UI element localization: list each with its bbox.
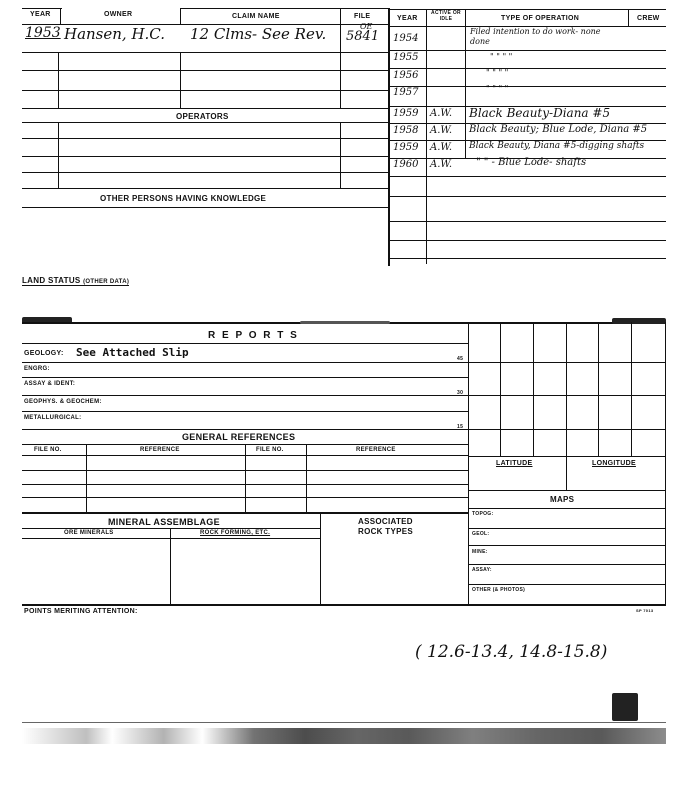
file-no-header-2: FILE NO.: [256, 447, 284, 453]
assay-label: ASSAY & IDENT:: [24, 381, 76, 387]
op-year-5: 1959: [393, 108, 419, 119]
land-status-title: LAND STATUS: [22, 276, 81, 285]
owner-header: OWNER: [104, 11, 133, 18]
file-header: FILE: [354, 13, 371, 20]
scale-30: 30: [457, 390, 464, 396]
op-type-2: " " " ": [490, 52, 513, 61]
handwritten-range-note: ( 12.6-13.4, 14.8-15.8): [415, 642, 608, 662]
op-type-8: " " - Blue Lode- shafts: [476, 157, 587, 168]
op-type-4: " " " ": [486, 84, 509, 93]
year2-header: YEAR: [397, 15, 418, 22]
year-header: YEAR: [30, 11, 51, 18]
op-type-5: Black Beauty-Diana #5: [469, 106, 611, 120]
op-year-7: 1959: [393, 142, 419, 153]
op-type-7: Black Beauty, Diana #5-digging shafts: [469, 141, 645, 151]
scale-45: 45: [457, 356, 464, 362]
crew-header: CREW: [637, 15, 660, 22]
land-status-label: [22, 276, 129, 286]
op-type-3: " " " ": [486, 68, 509, 77]
op-status-6: A.W.: [430, 125, 453, 136]
land-status-sub: (OTHER DATA): [83, 279, 130, 285]
op-status-7: A.W.: [430, 142, 453, 153]
associated-label: ASSOCIATED: [358, 517, 413, 526]
form-number: SP 7013: [636, 608, 654, 613]
op-year-8: 1960: [393, 159, 419, 170]
engrg-label: ENGRG:: [24, 366, 50, 372]
operators-label: OPERATORS: [176, 112, 229, 121]
op-type-6: Black Beauty; Blue Lode, Diana #5: [469, 124, 648, 135]
other-persons-label: OTHER PERSONS HAVING KNOWLEDGE: [100, 194, 267, 203]
owner-name: Hansen, H.C.: [64, 25, 166, 43]
metallurgical-label: METALLURGICAL:: [24, 415, 82, 421]
file-number: 5841: [346, 29, 380, 44]
points-label: POINTS MERITING ATTENTION:: [24, 608, 138, 615]
mineral-assemblage-title: MINERAL ASSEMBLAGE: [108, 517, 220, 527]
scale-15: 15: [457, 424, 464, 430]
op-status-5: A.W.: [430, 108, 453, 119]
geology-value: See Attached Slip: [76, 346, 189, 359]
claim-name-header: CLAIM NAME: [232, 13, 280, 20]
owner-year: 1953: [25, 25, 61, 41]
op-year-4: 1957: [393, 87, 419, 98]
op-year-6: 1958: [393, 125, 419, 136]
file-no-header-1: FILE NO.: [34, 447, 62, 453]
assay-map-label: ASSAY:: [472, 567, 492, 573]
mine-label: MINE:: [472, 549, 488, 555]
reference-header-1: REFERENCE: [140, 447, 180, 453]
general-references-title: GENERAL REFERENCES: [182, 432, 296, 442]
geology-label: GEOLOGY:: [24, 350, 64, 357]
active-idle-header: ACTIVE OR IDLE: [431, 10, 461, 22]
op-type-1: Filed intention to do work- none done: [470, 27, 601, 46]
claim-name-value: 12 Clms- See Rev.: [190, 25, 327, 43]
op-year-1: 1954: [393, 33, 419, 44]
rock-types-label: ROCK TYPES: [358, 527, 414, 536]
geophys-label: GEOPHYS. & GEOCHEM:: [24, 399, 102, 405]
operation-type-header: TYPE OF OPERATION: [501, 15, 580, 22]
maps-title: MAPS: [550, 495, 575, 504]
reports-title: R E P O R T S: [208, 330, 299, 341]
reference-header-2: REFERENCE: [356, 447, 396, 453]
geol-label: GEOL:: [472, 531, 490, 537]
op-year-2: 1955: [393, 52, 419, 63]
ore-minerals-header: ORE MINERALS: [64, 530, 114, 536]
other-photos-label: OTHER (& PHOTOS): [472, 587, 526, 593]
op-status-8: A.W.: [430, 159, 453, 170]
longitude-label: LONGITUDE: [592, 460, 636, 467]
scan-noise-band: [22, 728, 666, 744]
rock-forming-header: ROCK FORMING, ETC.: [200, 530, 271, 536]
topog-label: TOPOG:: [472, 511, 494, 517]
op-year-3: 1956: [393, 70, 419, 81]
latitude-label: LATITUDE: [496, 460, 533, 467]
file-code: OE: [360, 22, 373, 31]
